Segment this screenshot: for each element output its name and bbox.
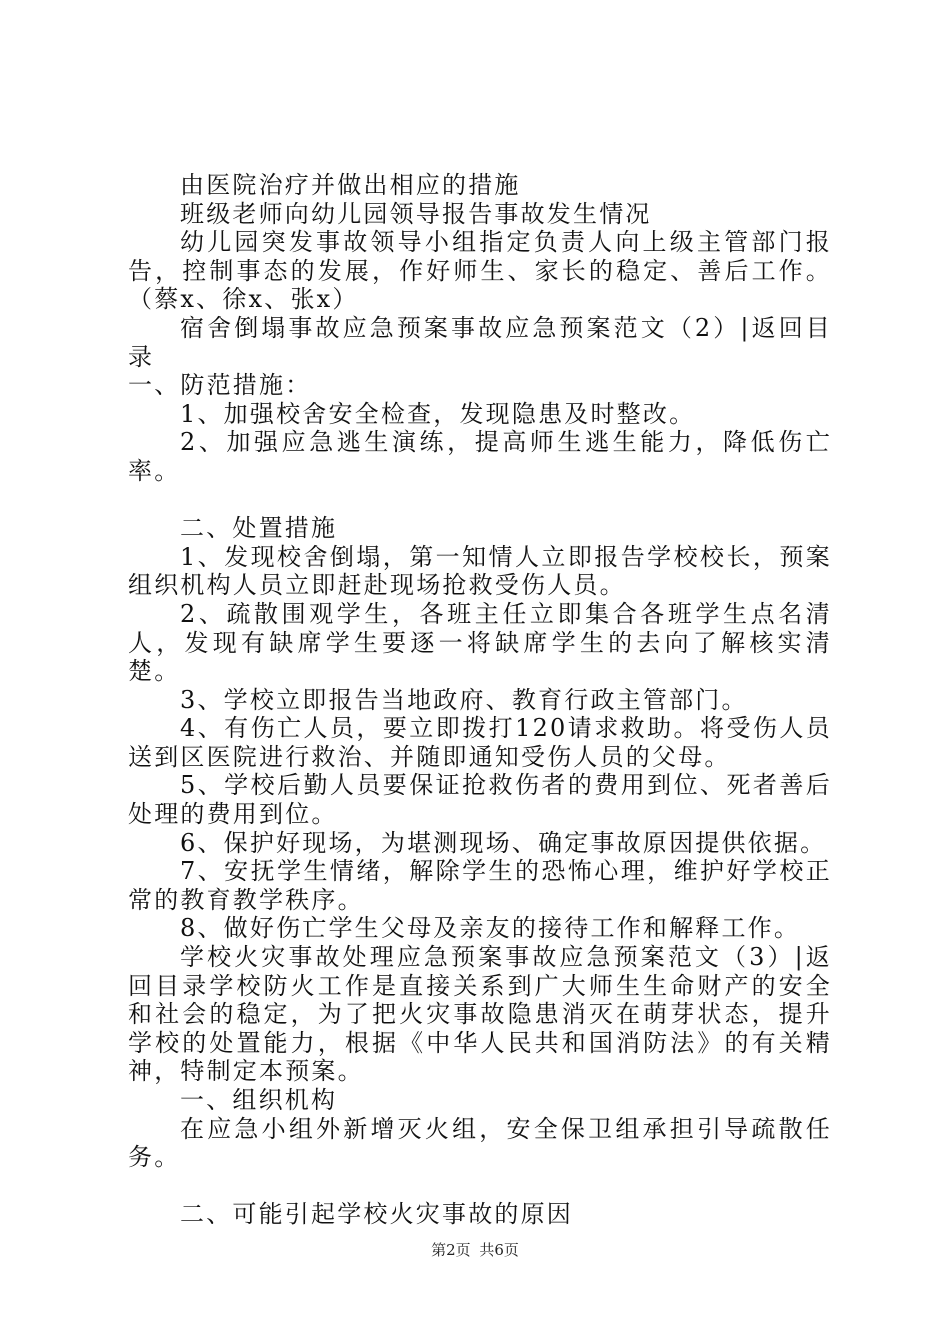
paragraph: 在应急小组外新增灭火组，安全保卫组承担引导疏散任务。 bbox=[128, 1114, 832, 1172]
paragraph: 8、做好伤亡学生父母及亲友的接待工作和解释工作。 bbox=[180, 914, 801, 943]
section-heading: 一、组织机构 bbox=[180, 1086, 338, 1114]
paragraph: 学校火灾事故处理应急预案事故应急预案范文（3）|返回目录学校防火工作是直接关系到广大师生生命财产的安全和社会的稳定，为了把火灾事故隐患消灭在萌芽状态，提升学校的处置能力，根据《中华人民共和国消防法》的有关精神，特制定本预案。 bbox=[128, 943, 832, 1086]
blank-line bbox=[128, 486, 832, 515]
paragraph: 班级老师向幼儿园领导报告事故发生情况 bbox=[180, 199, 652, 228]
paragraph: 2、疏散围观学生，各班主任立即集合各班学生点名清人，发现有缺席学生要逐一将缺席学生的去向了解核实清楚。 bbox=[128, 599, 832, 686]
paragraph: 5、学校后勤人员要保证抢救伤者的费用到位、死者善后处理的费用到位。 bbox=[128, 771, 832, 829]
paragraph: 6、保护好现场，为堪测现场、确定事故原因提供依据。 bbox=[180, 828, 827, 857]
page-total: 共6页 bbox=[479, 1241, 519, 1259]
paragraph: 3、学校立即报告当地政府、教育行政主管部门。 bbox=[180, 685, 748, 714]
section-heading: 一、防范措施： bbox=[128, 371, 312, 400]
paragraph: 1、加强校舍安全检查，发现隐患及时整改。 bbox=[180, 399, 696, 428]
paragraph: 7、安抚学生情绪，解除学生的恐怖心理，维护好学校正常的教育教学秩序。 bbox=[128, 857, 832, 914]
paragraph: 幼儿园突发事故领导小组指定负责人向上级主管部门报告，控制事态的发展，作好师生、家长的稳定、善后工作。（蔡x、徐x、张x） bbox=[128, 228, 832, 314]
section-heading: 二、处置措施 bbox=[180, 514, 338, 543]
page-number: 第2页 bbox=[431, 1241, 471, 1259]
paragraph: 4、有伤亡人员，要立即拨打120请求救助。将受伤人员送到区医院进行救治、并随即通知受伤人员的父母。 bbox=[128, 714, 832, 771]
section-heading: 二、可能引起学校火灾事故的原因 bbox=[180, 1200, 573, 1229]
paragraph: 宿舍倒塌事故应急预案事故应急预案范文（2）|返回目录 bbox=[128, 313, 832, 371]
page-footer bbox=[0, 1240, 950, 1260]
paragraph: 由医院治疗并做出相应的措施 bbox=[180, 171, 521, 199]
paragraph: 2、加强应急逃生演练，提高师生逃生能力，降低伤亡率。 bbox=[128, 428, 832, 485]
paragraph: 1、发现校舍倒塌，第一知情人立即报告学校校长，预案组织机构人员立即赶赴现场抢救受伤人员。 bbox=[128, 542, 832, 600]
blank-line bbox=[128, 1172, 832, 1201]
document-body bbox=[128, 171, 832, 1229]
